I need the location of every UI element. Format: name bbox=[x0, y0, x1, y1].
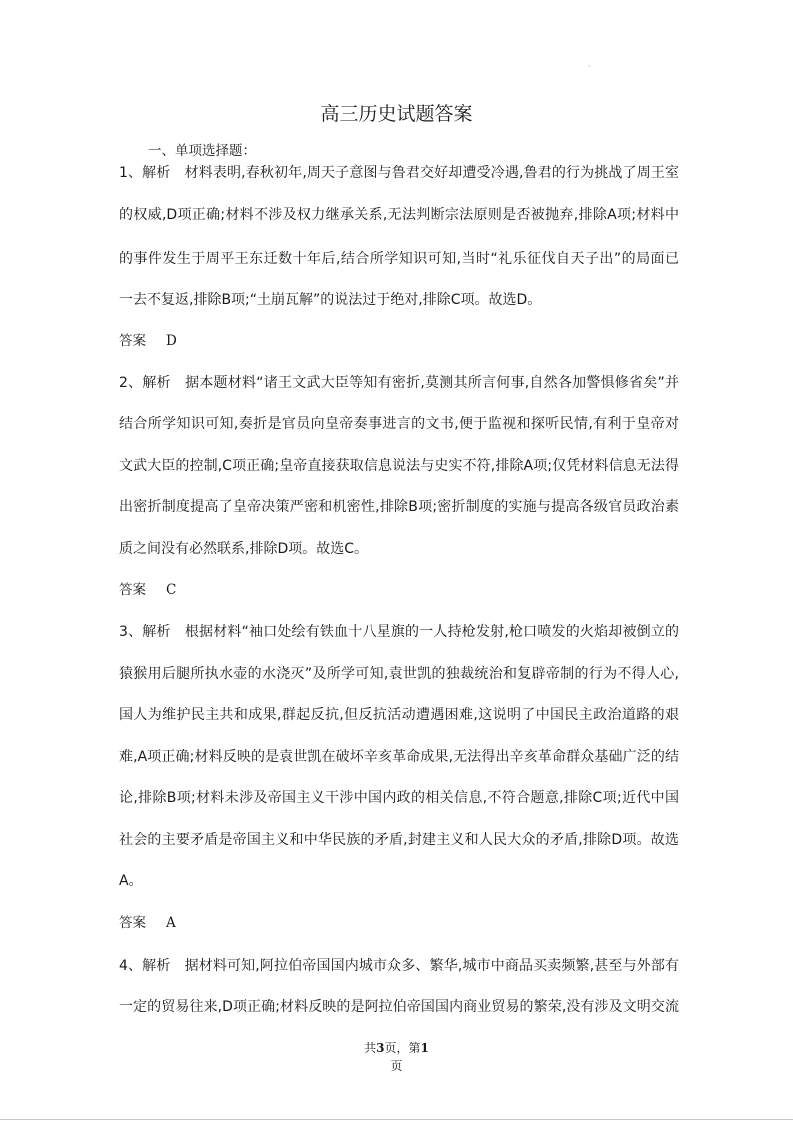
q3-line-4: 难,A项正确;材料反映的是袁世凯在破坏辛亥革命成果,无法得出辛亥革命群众基础广泛的结 bbox=[119, 749, 679, 765]
q2-answer bbox=[119, 579, 176, 601]
footer-middle: 页，第 bbox=[384, 1041, 421, 1055]
answer-label: 答案 bbox=[119, 582, 146, 598]
corner-dot-mark: · bbox=[588, 62, 591, 71]
q1-line-4: 一去不复返,排除B项;“土崩瓦解”的说法过于绝对,排除C项。故选D。 bbox=[119, 292, 542, 308]
q3-line-5: 论,排除B项;材料未涉及帝国主义干涉中国内政的相关信息,不符合题意,排除C项;近代中国 bbox=[119, 790, 679, 806]
q3-line-1: 3、解析 根据材料“袖口处绘有铁血十八星旗的一人持枪发射,枪口喷发的火焰却被倒立的 bbox=[119, 624, 679, 640]
q2-line-2: 结合所学知识可知,奏折是官员向皇帝奏事进言的文书,便于监视和探听民情,有利于皇帝对 bbox=[119, 416, 679, 432]
q1-answer bbox=[119, 330, 177, 352]
q2-line-3: 文武大臣的控制,C项正确;皇帝直接获取信息说法与史实不符,排除A项;仅凭材料信息无法得 bbox=[119, 458, 679, 474]
q2-line-1: 2、解析 据本题材料“诸王文武大臣等知有密折,莫测其所言何事,自然各加警惧修省矣”并 bbox=[119, 375, 679, 391]
answer-label: 答案 bbox=[119, 333, 146, 349]
answer-value: A bbox=[166, 915, 176, 931]
footer-prefix: 共 bbox=[364, 1041, 377, 1055]
page-bottom-rule bbox=[0, 1119, 793, 1120]
q3-line-3: 国人为维护民主共和成果,群起反抗,但反抗活动遭遇困难,这说明了中国民主政治道路的艰 bbox=[119, 707, 679, 723]
page-footer bbox=[0, 1040, 793, 1056]
page-title: 高三历史试题答案 bbox=[320, 103, 473, 125]
q2-line-4: 出密折制度提高了皇帝决策严密和机密性,排除B项;密折制度的实施与提高各级官员政治素 bbox=[119, 499, 679, 515]
q3-line-2: 猿猴用后腿所执水壶的水浇灭”及所学可知,袁世凯的独裁统治和复辟帝制的行为不得人心, bbox=[119, 666, 679, 682]
answer-value: D bbox=[166, 333, 177, 349]
footer-current-page: 1 bbox=[420, 1041, 429, 1055]
section-heading: 一、单项选择题： bbox=[148, 143, 256, 159]
q4-line-1: 4、解析 据材料可知,阿拉伯帝国国内城市众多、繁华,城市中商品买卖频繁,甚至与外部有 bbox=[119, 958, 679, 974]
q1-line-2: 的权威,D项正确;材料不涉及权力继承关系,无法判断宗法原则是否被抛弃,排除A项;材料中 bbox=[119, 207, 679, 223]
answer-label: 答案 bbox=[119, 915, 146, 931]
q3-line-6: 社会的主要矛盾是帝国主义和中华民族的矛盾,封建主义和人民大众的矛盾,排除D项。故选 bbox=[119, 832, 679, 848]
q2-line-5: 质之间没有必然联系,排除D项。故选C。 bbox=[119, 541, 369, 557]
q3-answer bbox=[119, 912, 176, 934]
q1-line-3: 的事件发生于周平王东迁数十年后,结合所学知识可知,当时“礼乐征伐自天子出”的局面已 bbox=[119, 251, 679, 267]
answer-value: C bbox=[166, 582, 177, 598]
q4-line-2: 一定的贸易往来,D项正确;材料反映的是阿拉伯帝国国内商业贸易的繁荣,没有涉及文明交流 bbox=[119, 999, 679, 1015]
footer-suffix: 页 bbox=[390, 1059, 403, 1073]
q3-line-7: A。 bbox=[119, 873, 143, 889]
footer-total-pages: 3 bbox=[376, 1041, 385, 1055]
q1-line-1: 1、解析 材料表明,春秋初年,周天子意图与鲁君交好却遭受冷遇,鲁君的行为挑战了周王室 bbox=[119, 165, 679, 181]
